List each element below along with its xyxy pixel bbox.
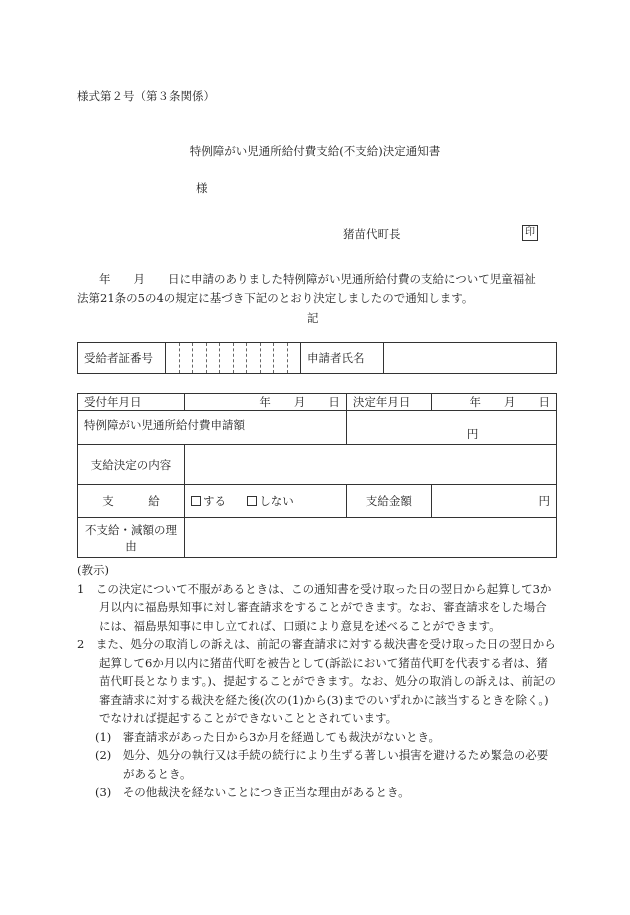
payment-options xyxy=(185,485,347,518)
payment-amount-field[interactable] xyxy=(431,485,556,518)
note-sub-1: (1) 審査請求があった日から3か月を経過しても裁決がないとき。 xyxy=(95,729,441,744)
option-no-checkbox[interactable] xyxy=(247,496,257,506)
ki-mark: 記 xyxy=(307,311,319,325)
recipient-number-digits[interactable] xyxy=(166,343,301,374)
note-sub-2: (2) 処分、処分の執行又は手続の続行により生ずる著しい損害を避けるため緊急の必要があるとき。 xyxy=(95,748,549,781)
applicant-name-label: 申請者氏名 xyxy=(301,343,384,374)
document-title: 特例障がい児通所給付費支給(不支給)決定通知書 xyxy=(189,144,441,158)
intro-line-1: 年 月 日に申請のありました特例障がい児通所給付費の支給について児童福祉 xyxy=(99,272,536,286)
payment-label: 支 給 xyxy=(78,485,185,518)
non-payment-reason-field[interactable] xyxy=(185,518,557,558)
note-item-2: 2 また、処分の取消しの訴えは、前記の審査請求に対する裁決書を受け取った日の翌日から起算して6か月以内に猪苗代町を被告として(訴訟において猪苗代町を代表する者は、猪苗代町長となります。)、提起することができます。なお、処分の取消しの訴えは、前記の審査請求に対する裁決を経た後(次の(1)から(3)までのいずれかに該当するときを除く。)でなければ提起することができないこととされています。 xyxy=(77,637,556,725)
addressee-suffix: 様 xyxy=(196,181,208,195)
intro-line-2: 法第21条の5の4の規定に基づき下記のとおり決定しましたので通知します。 xyxy=(77,291,474,305)
option-yes-checkbox[interactable] xyxy=(191,496,201,506)
instruction-notes xyxy=(77,561,557,802)
decision-table xyxy=(77,393,557,558)
issuer-name: 猪苗代町長 xyxy=(343,227,401,241)
applicant-name-field[interactable] xyxy=(384,343,557,374)
seal-mark: 印 xyxy=(522,225,538,241)
non-payment-reason-label: 不支給・減額の理由 xyxy=(78,518,185,558)
form-number: 様式第２号（第３条関係） xyxy=(77,89,215,103)
payment-amount-label: 支給金額 xyxy=(346,485,431,518)
decision-content-label: 支給決定の内容 xyxy=(78,445,185,485)
yen-unit: 円 xyxy=(538,494,550,508)
decision-content-field[interactable] xyxy=(185,445,557,485)
option-yes-label: する xyxy=(203,494,226,508)
decision-date-label: 決定年月日 xyxy=(346,394,431,411)
accept-date-label: 受付年月日 xyxy=(78,394,185,411)
application-amount-field[interactable] xyxy=(346,411,556,445)
notes-heading: (教示) xyxy=(77,563,109,577)
recipient-table xyxy=(77,342,557,374)
application-amount-label: 特例障がい児通所給付費申請額 xyxy=(78,411,347,445)
recipient-number-label: 受給者証番号 xyxy=(78,343,166,374)
decision-date-value[interactable]: 年 月 日 xyxy=(431,394,556,411)
note-sub-3: (3) その他裁決を経ないことにつき正当な理由があるとき。 xyxy=(95,785,410,799)
note-item-1: 1 この決定について不服があるときは、この通知書を受け取った日の翌日から起算して3か月以内に福島県知事に対し審査請求をすることができます。なお、審査請求をした場合には、福島県知事に申し立てれば、口頭により意見を述べることができます。 xyxy=(77,581,552,633)
accept-date-value[interactable]: 年 月 日 xyxy=(185,394,347,411)
option-no-label: しない xyxy=(259,494,294,508)
yen-unit: 円 xyxy=(466,427,479,441)
